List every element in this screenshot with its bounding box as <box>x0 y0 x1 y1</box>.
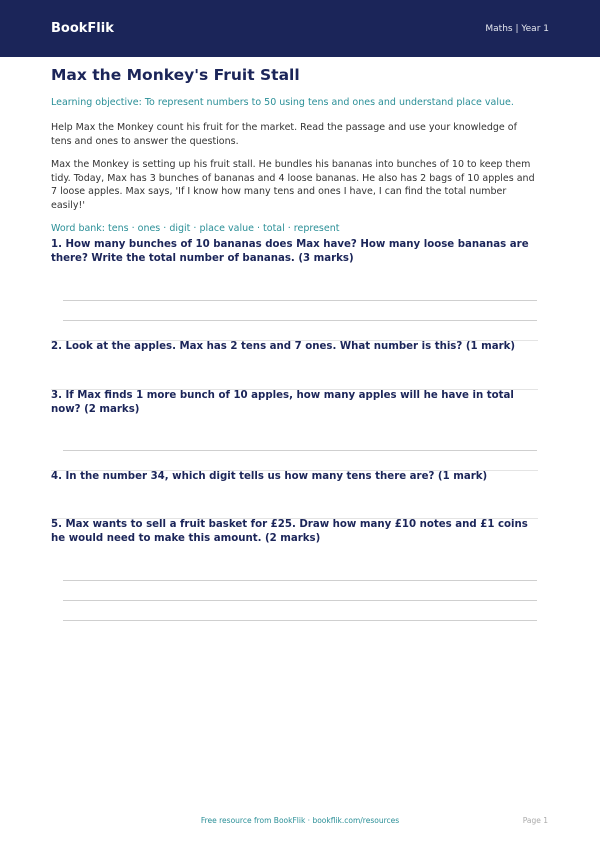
question-1: 1. How many bunches of 10 bananas does Max have? How many loose bananas are there? Write the total number of bananas. (3 marks) <box>51 239 529 264</box>
page-title: Max the Monkey's Fruit Stall <box>51 66 300 84</box>
word-bank: Word bank: tens · ones · digit · place value · total · represent <box>51 223 340 234</box>
question-4: 4. In the number 34, which digit tells us how many tens there are? (1 mark) <box>51 471 488 482</box>
learning-objective: Learning objective: To represent numbers to 50 using tens and ones and understand place value. <box>51 97 514 108</box>
worksheet-intro <box>51 66 538 235</box>
answer-line[interactable] <box>63 300 537 301</box>
answer-line[interactable] <box>63 600 537 601</box>
subject-year-label: Maths | Year 1 <box>485 23 549 34</box>
passage-paragraph: Max the Monkey is setting up his fruit stall. He bundles his bananas into bunches of 10 to keep them tidy. Today, Max has 3 bunches of bananas and 4 loose bananas. He also has 2 bags of 10 apples and 7 loose apples. Max says, 'If I know how many tens and ones I have, I can find the total number easily!' <box>51 159 535 211</box>
answer-line[interactable] <box>63 450 537 451</box>
answer-line[interactable] <box>63 620 537 621</box>
question-3: 3. If Max finds 1 more bunch of 10 apples, how many apples will he have in total now? (2 marks) <box>51 390 514 415</box>
footer-credit[interactable]: Free resource from BookFlik · bookflik.com/resources <box>200 816 400 825</box>
question-5: 5. Max wants to sell a fruit basket for £25. Draw how many £10 notes and £1 coins he would need to make this amount. (2 marks) <box>51 519 528 544</box>
answer-line[interactable] <box>63 320 537 321</box>
question-2: 2. Look at the apples. Max has 2 tens and 7 ones. What number is this? (1 mark) <box>51 341 516 352</box>
brand-logo[interactable]: BookFlik <box>51 21 114 36</box>
page-number: Page 1 <box>522 816 548 825</box>
page-header <box>0 0 600 57</box>
answer-line[interactable] <box>63 580 537 581</box>
intro-paragraph: Help Max the Monkey count his fruit for the market. Read the passage and use your knowledge of tens and ones to answer the questions. <box>51 122 517 147</box>
